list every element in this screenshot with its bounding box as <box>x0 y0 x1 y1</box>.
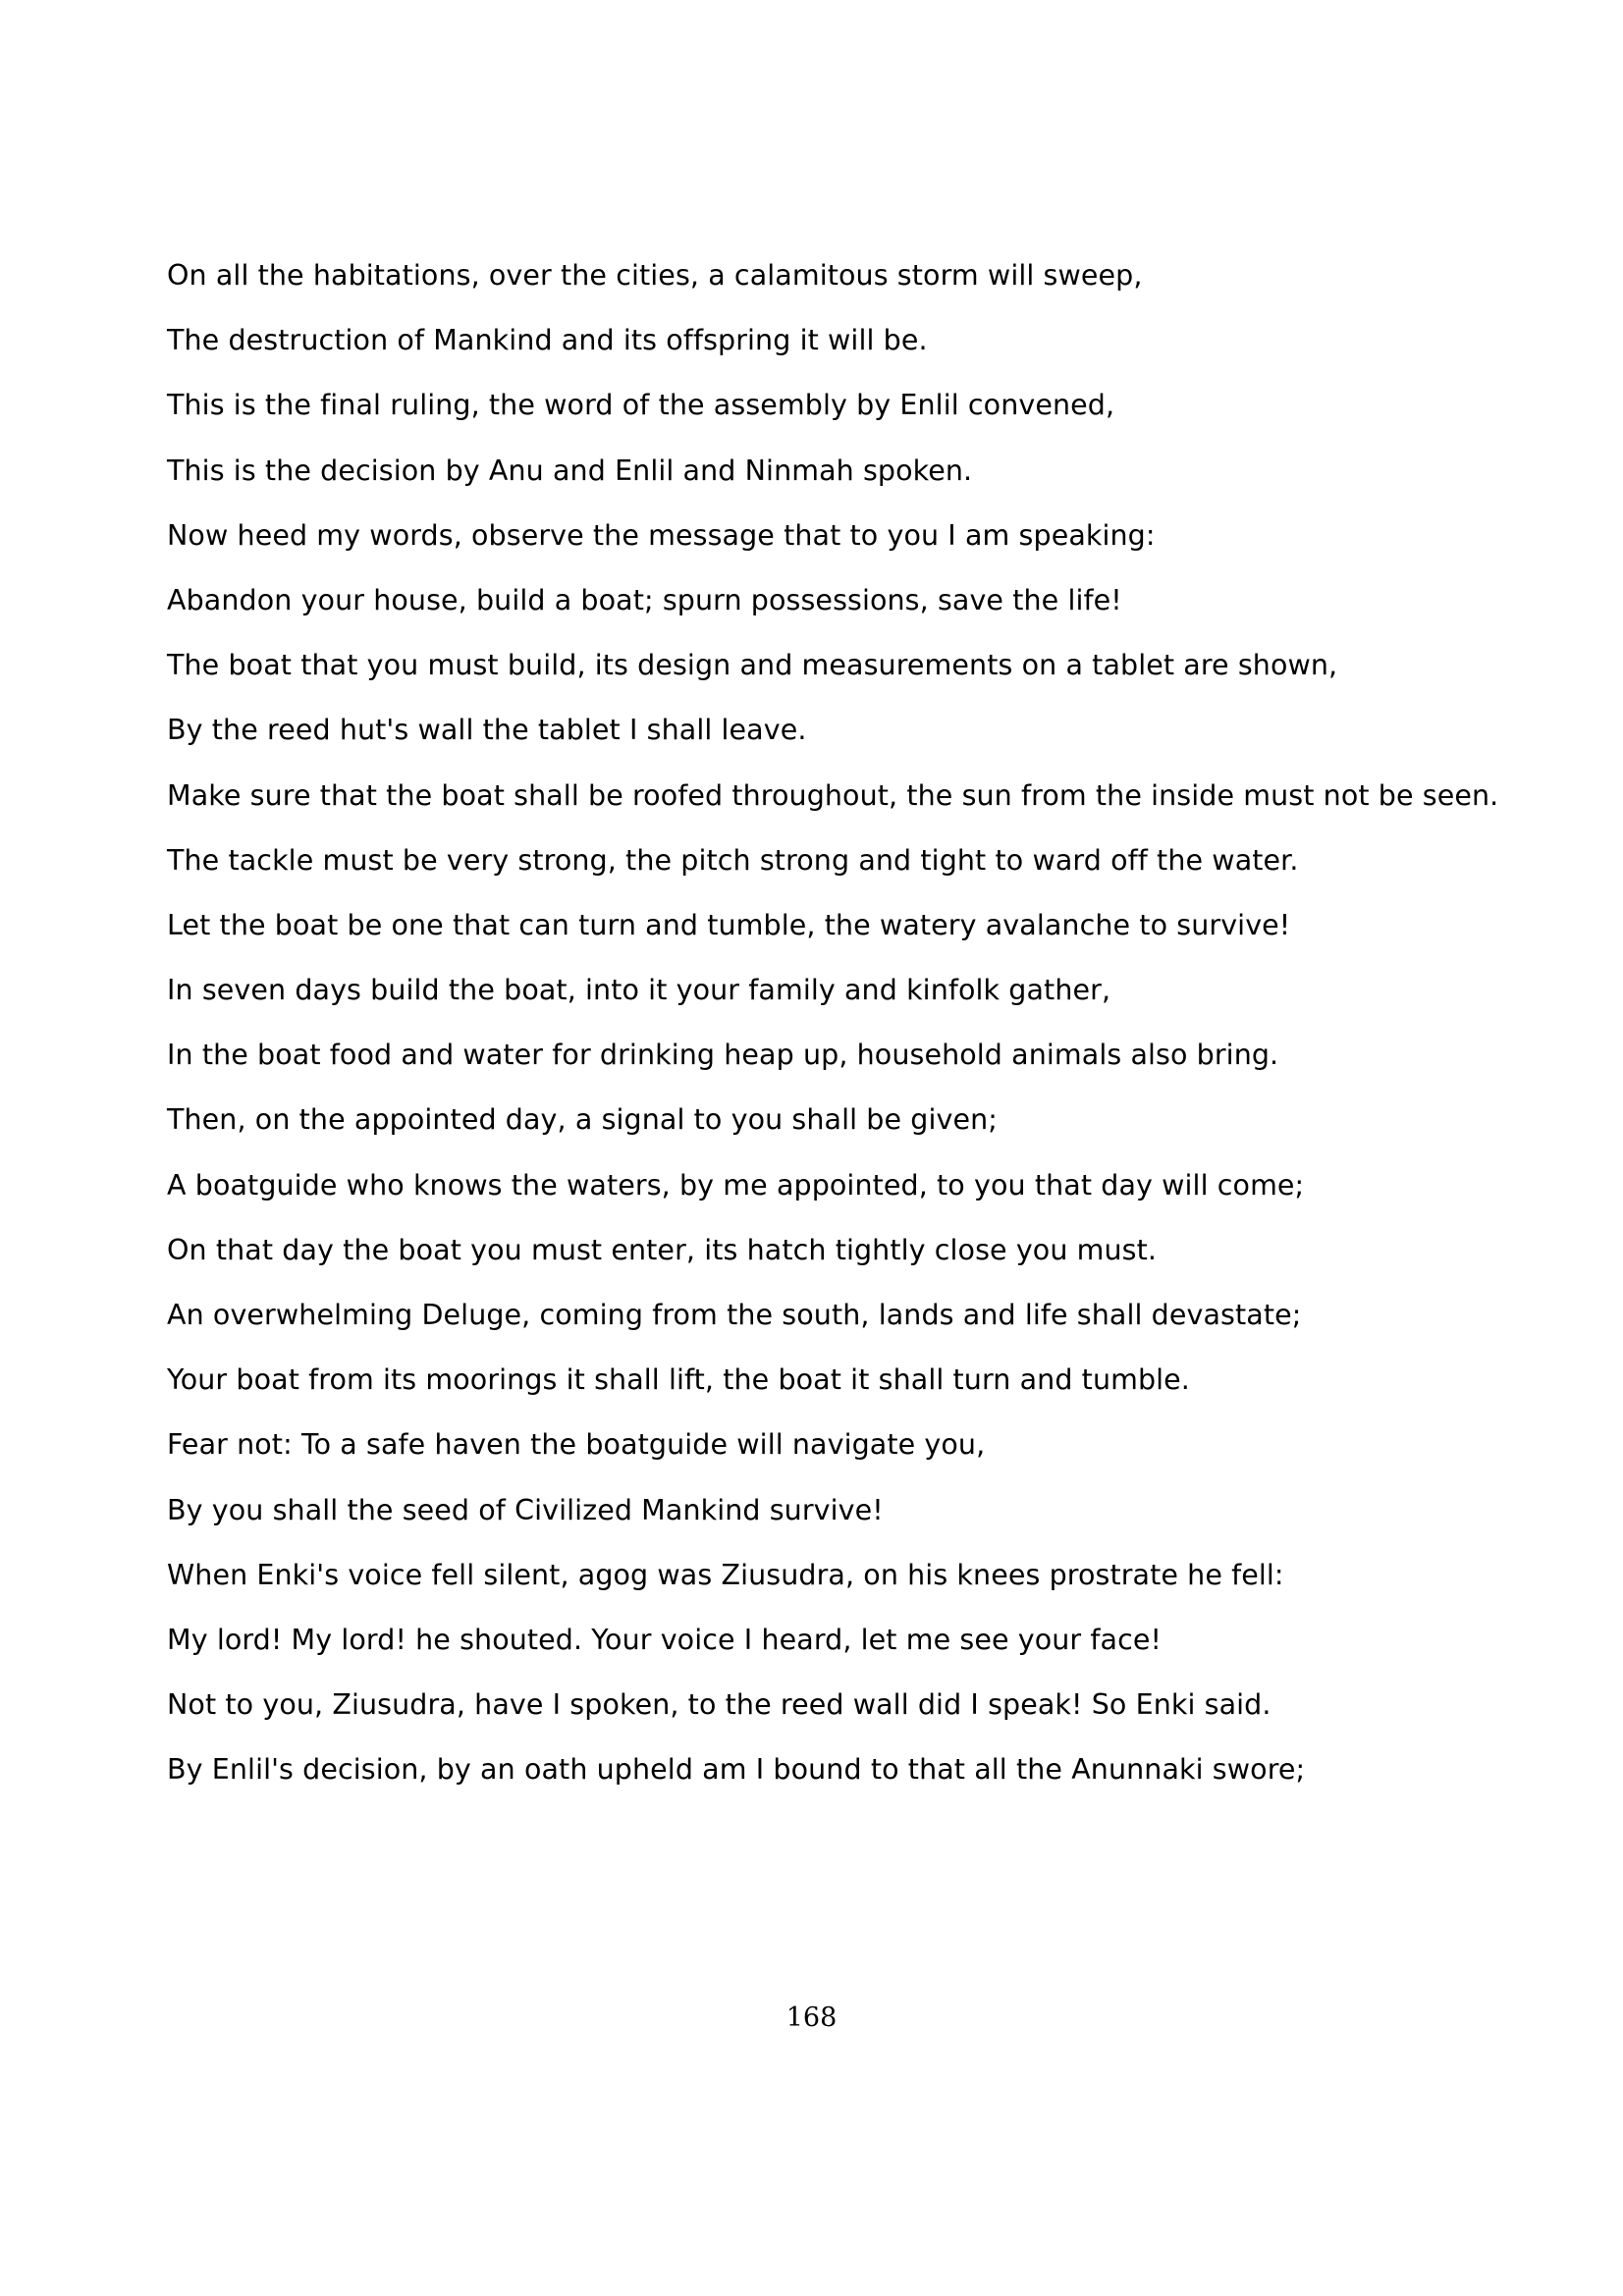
text-line: Then, on the appointed day, a signal to you shall be given; <box>167 1103 998 1137</box>
text-line: Not to you, Ziusudra, have I spoken, to the reed wall did I speak! So Enki said. <box>167 1688 1271 1722</box>
text-line: By you shall the seed of Civilized Mankind survive! <box>167 1493 884 1526</box>
page-number: 168 <box>785 2002 838 2033</box>
text-line: Now heed my words, observe the message that to you I am speaking: <box>167 518 1156 552</box>
text-line: My lord! My lord! he shouted. Your voice I heard, let me see your face! <box>167 1623 1163 1656</box>
text-line: The destruction of Mankind and its offspring it will be. <box>167 324 928 357</box>
text-line: Your boat from its moorings it shall lift, the boat it shall turn and tumble. <box>167 1363 1190 1397</box>
text-line: A boatguide who knows the waters, by me appointed, to you that day will come; <box>167 1168 1305 1201</box>
text-line: By the reed hut's wall the tablet I shall leave. <box>167 714 807 747</box>
body-text <box>167 243 1502 1803</box>
text-line: Fear not: To a safe haven the boatguide will navigate you, <box>167 1428 986 1462</box>
text-line: On all the habitations, over the cities, a calamitous storm will sweep, <box>167 259 1143 292</box>
text-line: Abandon your house, build a boat; spurn possessions, save the life! <box>167 583 1122 616</box>
text-line: An overwhelming Deluge, coming from the south, lands and life shall devastate; <box>167 1299 1302 1331</box>
text-line: This is the decision by Anu and Enlil and Ninmah spoken. <box>167 454 973 487</box>
text-line: Let the boat be one that can turn and tumble, the watery avalanche to survive! <box>167 908 1291 941</box>
text-line: Make sure that the boat shall be roofed throughout, the sun from the inside must not be seen. <box>167 778 1499 812</box>
text-line: This is the final ruling, the word of the assembly by Enlil convened, <box>167 389 1115 422</box>
text-line: By Enlil's decision, by an oath upheld am I bound to that all the Anunnaki swore; <box>167 1753 1306 1787</box>
text-line: The boat that you must build, its design and measurements on a tablet are shown, <box>167 649 1338 682</box>
text-line: In the boat food and water for drinking heap up, household animals also bring. <box>167 1039 1279 1072</box>
text-line: When Enki's voice fell silent, agog was Ziusudra, on his knees prostrate he fell: <box>167 1558 1284 1591</box>
text-line: The tackle must be very strong, the pitch strong and tight to ward off the water. <box>167 843 1299 877</box>
text-line: On that day the boat you must enter, its hatch tightly close you must. <box>167 1233 1158 1266</box>
text-line: In seven days build the boat, into it your family and kinfolk gather, <box>167 974 1111 1007</box>
